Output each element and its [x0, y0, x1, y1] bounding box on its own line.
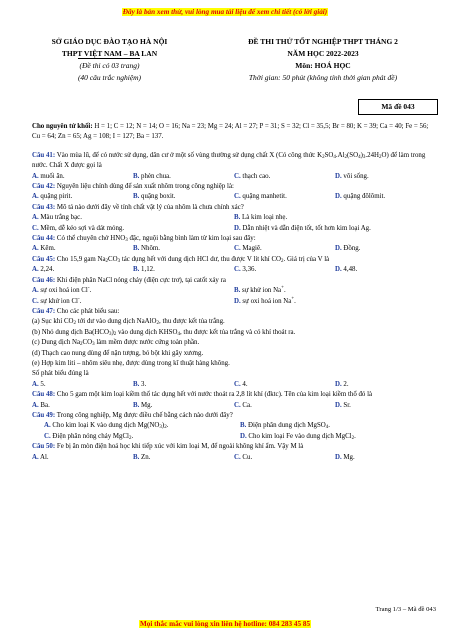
option-letter: D. — [335, 245, 342, 253]
page-number: Trang 1/3 – Mã đề 043 — [375, 606, 436, 613]
question-46-label: Câu 46: — [32, 276, 56, 284]
option-b-text: B. Điện phân dung dịch MgSO — [240, 422, 326, 430]
option-letter: B. — [133, 401, 140, 409]
statement-b-3: vào dung dịch KHSO — [116, 328, 178, 336]
question-49-text: Trong công nghiệp, Mg được điều chế bằng cách nào dưới đây? — [55, 411, 233, 419]
option-letter: C. — [234, 245, 241, 253]
question-49-label: Câu 49: — [32, 411, 56, 419]
option-c-text: C. sự khử ion Cl — [32, 297, 78, 305]
option-d[interactable]: D. Dẫn nhiệt và dẫn điện tốt, tốt hơn kim loại Ag. — [234, 224, 371, 232]
atomic-masses-label: Cho nguyên tử khối: — [32, 123, 93, 130]
question-46-text: Khi điện phân NaCl nóng chảy (điện cực trơ), tại catốt xảy ra — [55, 276, 226, 284]
question-47-text: Cho các phát biểu sau: — [55, 307, 120, 315]
option-letter: A. — [32, 266, 39, 274]
option-letter: B. — [240, 422, 247, 430]
option-d[interactable]: D. Sr. — [335, 401, 351, 409]
option-d[interactable]: D. Đồng. — [335, 245, 361, 253]
option-letter: D. — [335, 401, 342, 409]
atomic-masses — [32, 122, 436, 143]
question-48 — [32, 390, 436, 400]
option-letter: C. — [32, 297, 39, 305]
option-letter: A. — [44, 422, 51, 430]
question-50-label: Câu 50: — [32, 443, 56, 451]
question-45-options — [32, 265, 436, 275]
statement-count: Số phát biểu đúng là — [32, 370, 89, 378]
question-47 — [32, 307, 436, 317]
option-d[interactable]: D. sự oxi hoá ion Na+. — [234, 296, 296, 305]
option-letter: B. — [133, 380, 140, 388]
q41-text-b: SO — [324, 151, 334, 159]
q41-text-g: O) để làm trong nước. Chất X được gọi là — [32, 151, 426, 170]
option-d[interactable]: D. 4,48. — [335, 266, 358, 274]
option-letter: A. — [32, 193, 39, 201]
option-b[interactable]: B. Mg. — [133, 401, 153, 409]
question-45: Câu 45: Cho 15,9 gam $Na_2CO_3$ tác dụng hết với dung dịch HCl dư, thu được V lít khí $CO_2$. Giá trị của V là — [32, 255, 330, 264]
question-48-label: Câu 48: — [32, 391, 56, 399]
option-a[interactable]: A. Kẽm. — [32, 245, 56, 253]
question-45-label: Câu 45: — [32, 255, 56, 263]
question-49-options-cd — [32, 432, 436, 442]
option-letter: D. — [240, 432, 247, 440]
option-b[interactable]: B. Điện phân dung dịch MgSO$_4$. — [240, 422, 330, 431]
question-44: Câu 44: Có thể chuyên chở $HNO_3$ đặc, nguội bằng bình làm từ kim loại sau đây: — [32, 235, 256, 244]
statement-a-3: , thu được kết tủa trắng. — [159, 318, 225, 326]
option-b[interactable]: B. phèn chua. — [133, 172, 171, 180]
q41-text-a: Vào mùa lũ, để có nước sử dụng, dân cư ở một số vùng thường sử dụng chất X (Có công thức K — [55, 151, 323, 159]
q41-text-d: (SO — [347, 151, 359, 159]
option-a[interactable]: A. sự oxi hoá ion Cl-. — [32, 285, 92, 295]
option-b[interactable]: B. 3. — [133, 380, 147, 388]
question-42-label: Câu 42: — [32, 183, 56, 191]
question-41: Câu 41: Vào mùa lũ, để có nước sử dụng, dân cư ở một số vùng thường sử dụng chất X (Có công thức $K_2SO_4.Al_2(SO_4)_3.24H_2O$) để làm trong nước. Chất X được gọi là — [32, 151, 426, 170]
option-a[interactable]: A. 5. — [32, 380, 46, 388]
question-43-label: Câu 43: — [32, 203, 56, 211]
option-letter: B. — [133, 453, 140, 461]
header-right — [208, 36, 438, 84]
statement-c-3: làm mềm được nước cứng toàn phần. — [94, 339, 200, 347]
option-letter: D. — [234, 297, 241, 305]
option-b[interactable]: B. 1,12. — [133, 266, 155, 274]
option-d-text: D. sự oxi hoá ion Na — [234, 297, 292, 305]
statement-d: (d) Thạch cao nung dùng để nặn tượng, bó bột khi gãy xương. — [32, 349, 204, 357]
statement-c-2: CO — [82, 339, 93, 347]
question-43 — [32, 203, 436, 213]
option-a[interactable]: A. Màu trắng bạc. — [32, 214, 82, 222]
question-49 — [32, 411, 436, 421]
option-letter: D. — [335, 266, 342, 274]
atomic-masses-values: H = 1; C = 12; N = 14; O = 16; Na = 23; Mg = 24; Al = 27; P = 31; S = 32; Cl = 35,5; Br = 80; K = 39; Ca = 40; Fe = 56; Cu = 64; Zn = 65; Ag = 108; I = 127; Ba = 137. — [32, 123, 429, 141]
option-letter: A. — [32, 401, 39, 409]
option-c[interactable]: C. Ca. — [234, 401, 252, 409]
q41-text-c: .Al — [335, 151, 345, 159]
question-42-text: Nguyên liệu chính dùng để sản xuất nhôm trong công nghiệp là: — [55, 183, 234, 191]
option-letter: D. — [335, 453, 342, 461]
option-letter: A. — [32, 287, 39, 295]
exam-code-box: Mã đề 043 — [358, 99, 438, 115]
option-letter: C. — [32, 224, 39, 232]
statement-a-1: (a) Sục khí CO — [32, 318, 74, 326]
question-count-note: (40 câu trắc nghiệm) — [77, 73, 142, 82]
q45-text-c: tác dụng hết với dung dịch HCl dư, thu được V lít khí CO — [120, 255, 282, 263]
school-year: NĂM HỌC 2022-2023 — [287, 49, 359, 58]
option-letter: C. — [234, 380, 241, 388]
question-41-options — [32, 172, 436, 182]
question-50-text: Fe bị ăn mòn điện hoá học khi tiếp xúc với kim loại M, để ngoài không khí ẩm. Vậy M là — [55, 443, 304, 451]
option-b[interactable]: B. Nhôm. — [133, 245, 161, 253]
question-46-options-ab — [32, 286, 436, 296]
exam-body — [32, 122, 436, 463]
option-c[interactable]: C. 4. — [234, 380, 248, 388]
hotline-notice — [0, 620, 450, 628]
header-left — [22, 36, 197, 84]
option-b[interactable]: B. Zn. — [133, 453, 151, 461]
option-letter: A. — [32, 245, 39, 253]
option-letter: A. — [32, 380, 39, 388]
school-name: THPT VIỆT NAM – BA LAN — [61, 49, 158, 58]
time-limit: Thời gian: 50 phút (không tính thời gian phát đề) — [248, 73, 398, 82]
statement-b-4: , thu được kết tủa trắng và có khí thoát ra. — [179, 328, 296, 336]
option-a[interactable]: A. Ba. — [32, 401, 50, 409]
question-43-options-ab — [32, 213, 436, 223]
option-c[interactable]: C. 3,36. — [234, 266, 257, 274]
question-50-options — [32, 453, 436, 463]
subject: Môn: HOÁ HỌC — [295, 61, 351, 70]
option-a[interactable]: A. 2,24. — [32, 266, 55, 274]
option-d[interactable]: D. vôi sống. — [335, 172, 369, 180]
option-letter: C. — [234, 193, 241, 201]
exam-title: ĐỀ THI THỬ TỐT NGHIỆP THPT THÁNG 2 — [248, 37, 398, 46]
option-letter: B. — [133, 193, 140, 201]
option-letter: B. — [133, 266, 140, 274]
statement-b-2: ) — [111, 328, 114, 336]
option-d[interactable]: D. Cho kim loại Fe vào dung dịch MgCl$_2$. — [240, 432, 356, 441]
department-name: SỞ GIÁO DỤC ĐÀO TẠO HÀ NỘI — [51, 37, 168, 46]
question-48-text: Cho 5 gam một kim loại kiềm thổ tác dụng hết với nước thoát ra 2,8 lít khí (đktc). Tên của kim loại kiềm thổ đó là — [55, 391, 373, 399]
option-d[interactable]: D. Mg. — [335, 453, 355, 461]
option-c[interactable]: C. Mềm, dễ kéo sợi và dát mỏng. — [32, 224, 125, 232]
question-43-options-cd — [32, 224, 436, 234]
question-44-label: Câu 44: — [32, 235, 56, 243]
q45-text-b: CO — [108, 255, 118, 263]
preview-notice-text: Đây là bản xem thử, vui lòng mua tài liệu để xem chi tiết (có lời giải) — [122, 8, 328, 16]
question-47-label: Câu 47: — [32, 307, 56, 315]
option-letter: D. — [335, 380, 342, 388]
hotline-notice-text: Mọi thắc mắc vui lòng xin liên hệ hotline: 084 283 45 85 — [139, 620, 311, 628]
option-c[interactable]: C. Cu. — [234, 453, 253, 461]
q44-text-a: Có thể chuyên chở HNO — [55, 235, 126, 243]
statement-e: (e) Hợp kim liti – nhôm siêu nhẹ, được dùng trong kĩ thuật hàng không. — [32, 359, 230, 367]
header-left-underline — [78, 58, 140, 59]
option-letter: B. — [133, 245, 140, 253]
option-a-text-1: A. Cho kim loại K vào dung dịch Mg(NO — [44, 422, 160, 430]
question-44-options — [32, 244, 436, 254]
option-a[interactable]: A. Al. — [32, 453, 49, 461]
option-a-text: A. sự oxi hoá ion Cl — [32, 287, 88, 295]
option-b[interactable]: B. Là kim loại nhẹ. — [234, 214, 288, 222]
option-letter: A. — [32, 172, 39, 180]
statement-b: (b) Nhỏ dung dịch $Ba(HCO_3)_2$ vào dung dịch $KHSO_4$, thu được kết tủa trắng và có khí thoát ra. — [32, 328, 296, 337]
statement-a: (a) Sục khí $CO_2$ tới dư vào dung dịch NaAlO$_2$, thu được kết tủa trắng. — [32, 318, 225, 327]
statement-b-1: (b) Nhỏ dung dịch Ba(HCO — [32, 328, 109, 336]
option-b[interactable]: B. quặng boxit. — [133, 193, 176, 201]
option-letter: B. — [234, 287, 241, 295]
option-letter: C. — [234, 172, 241, 180]
question-46-options-cd — [32, 297, 436, 307]
question-48-options — [32, 401, 436, 411]
option-a[interactable]: A. muối ăn. — [32, 172, 65, 180]
q41-text-e: ) — [360, 151, 363, 159]
option-c[interactable]: C. Điện phân nóng chảy MgCl$_2$. — [44, 432, 134, 441]
question-42-options — [32, 192, 436, 202]
statement-c: (c) Dung dịch $Na_2CO_3$ làm mềm được nước cứng toàn phần. — [32, 339, 200, 348]
option-d[interactable]: D. quặng đôlômit. — [335, 193, 386, 201]
option-letter: C. — [234, 453, 241, 461]
question-46 — [32, 276, 436, 286]
option-letter: A. — [32, 214, 39, 222]
option-letter: D. — [335, 193, 342, 201]
question-41-label: Câu 41: — [32, 151, 56, 159]
option-a[interactable]: A. quặng pirit. — [32, 193, 73, 201]
option-letter: B. — [234, 214, 241, 222]
question-47-options — [32, 380, 436, 390]
q45-text-d: . Giá trị của V là — [283, 255, 330, 263]
statement-a-2: tới dư vào dung dịch NaAlO — [76, 318, 157, 326]
question-49-options-ab — [32, 421, 436, 431]
question-42 — [32, 182, 436, 192]
preview-notice — [0, 8, 450, 16]
q45-text-a: Cho 15,9 gam Na — [55, 255, 106, 263]
option-b[interactable]: B. sự khử ion Na+. — [234, 285, 286, 295]
option-a-text-2: ) — [161, 422, 165, 430]
option-letter: C. — [234, 266, 241, 274]
option-a[interactable]: A. Cho kim loại K vào dung dịch $Mg(NO_3)_2$. — [44, 422, 169, 431]
question-50 — [32, 442, 436, 452]
statement-c-1: (c) Dung dịch Na — [32, 339, 81, 347]
page-count-note: (Đề thi có 03 trang) — [79, 61, 140, 70]
option-letter: D. — [335, 172, 342, 180]
option-c[interactable]: C. Magiê. — [234, 245, 262, 253]
option-letter: A. — [32, 453, 39, 461]
question-43-text: Mô tả nào dưới đây về tính chất vật lý của nhôm là chưa chính xác? — [55, 203, 244, 211]
option-b-text: B. sự khử ion Na — [234, 287, 282, 295]
option-c[interactable]: C. thạch cao. — [234, 172, 271, 180]
option-letter: C. — [234, 401, 241, 409]
option-d[interactable]: D. 2. — [335, 380, 349, 388]
option-c[interactable]: C. quặng manhetit. — [234, 193, 287, 201]
option-letter: B. — [133, 172, 140, 180]
option-c-text: C. Điện phân nóng chảy MgCl — [44, 432, 129, 440]
option-letter: D. — [234, 224, 241, 232]
q41-text-f: .24H — [365, 151, 379, 159]
q44-text-b: đặc, nguội bằng bình làm từ kim loại sau đây: — [127, 235, 256, 243]
option-letter: C. — [44, 432, 51, 440]
option-c[interactable]: C. sự khử ion Cl-. — [32, 296, 82, 305]
option-d-text: D. Cho kim loại Fe vào dung dịch MgCl — [240, 432, 352, 440]
